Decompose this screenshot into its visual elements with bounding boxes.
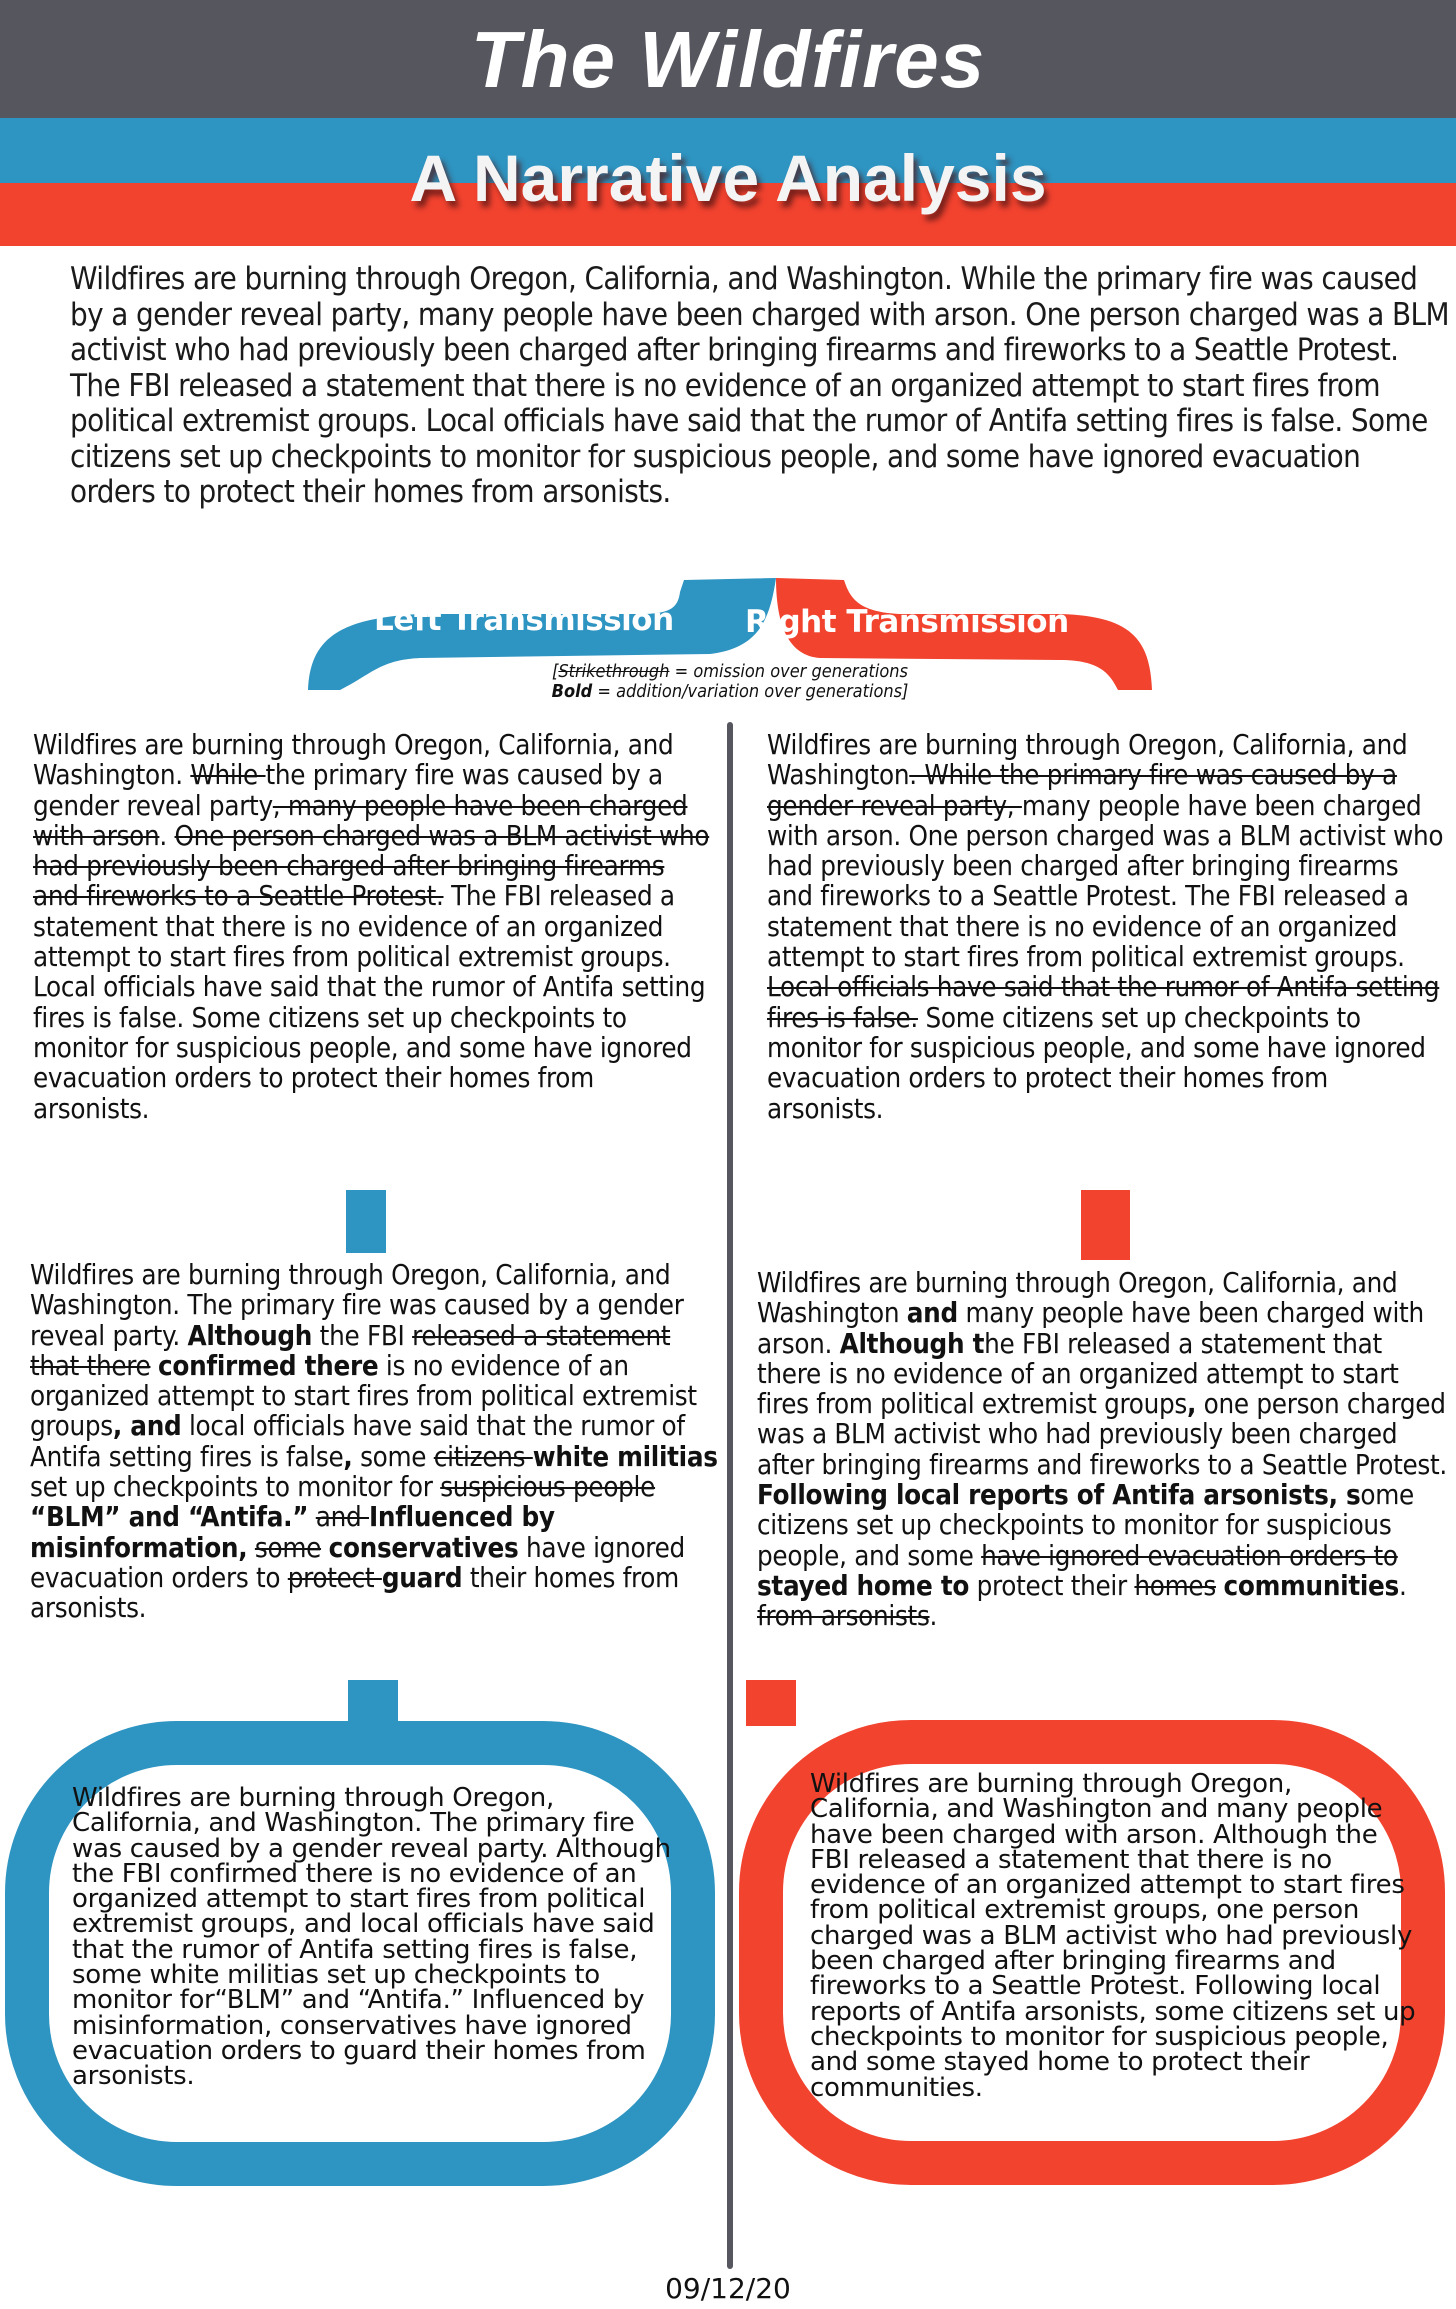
added-text: , — [343, 1440, 353, 1473]
added-text: and — [906, 1297, 958, 1330]
date-stamp: 09/12/20 — [665, 2272, 791, 2305]
retained-text: Wildfires are burning through Oregon, California, and Washington. The primary fire was caused by a gender reveal party. — [30, 1259, 684, 1352]
retained-text — [321, 1532, 329, 1564]
legend-open-bracket: [ — [552, 661, 559, 682]
retained-text: Some citizens set up checkpoints to monitor for suspicious people, and some have ignored evacuation orders to protect their homes from arsonists. — [767, 1001, 1426, 1125]
added-text: “BLM” and “Antifa.” — [30, 1501, 309, 1534]
retained-text: many people have been charged with arson. One person charged was a BLM activist who had previously been charged after bringing firearms and fireworks to a Seattle Protest. The FBI released a statement that there is no evidence of an organized attempt to start fires from political extremist groups. — [767, 789, 1444, 974]
retained-text: the FBI — [312, 1319, 413, 1352]
omitted-text: and — [315, 1501, 369, 1534]
right-transmission-label: Right Transmission — [745, 604, 1069, 640]
legend-line-bold — [430, 682, 1030, 702]
omitted-text: from arsonists — [757, 1600, 930, 1633]
retained-text — [308, 1501, 316, 1533]
omitted-text: protect — [287, 1561, 382, 1594]
left-generation-2 — [30, 1260, 720, 1624]
legend-bold-desc: = addition/variation over generations] — [592, 681, 909, 702]
added-text: Although — [187, 1319, 313, 1352]
left-final-version: Wildfires are burning through Oregon, California, and Washington. The primary fire was caused by a gender reveal party. Although the FBI confirmed there is no evidence of an organized attempt to start fires from political extremist groups, and local officials have said that the rumor of Antifa setting fires is false, some white militias set up checkpoints to monitor for“BLM” and “Antifa.” Influenced by misinformation, conservatives have ignored evacuation orders to guard their homes from arsonists. — [72, 1783, 671, 2092]
retained-text — [247, 1532, 255, 1564]
omitted-text: released a statement that there — [30, 1319, 671, 1382]
retained-text: local officials have said that the rumor of Antifa setting fires is false — [30, 1410, 685, 1473]
added-text: stayed home to — [757, 1569, 970, 1602]
retained-text: Wildfires are burning through Oregon, California, and Washington — [767, 729, 1408, 792]
left-generation-1 — [33, 730, 713, 1124]
omitted-text: Local officials have said that the rumor of Antifa setting fires is false. — [767, 971, 1440, 1034]
added-text: white militias — [532, 1440, 718, 1473]
retained-text: . — [929, 1600, 938, 1633]
added-text: conservatives — [328, 1531, 519, 1564]
retained-text: ome citizens set up checkpoints to monitor for suspicious people, and some — [757, 1479, 1414, 1572]
added-text: Although t — [839, 1327, 985, 1360]
retained-text: The FBI released a statement that there is no evidence of an organized attempt to start fires from political extremist groups. Local officials have said that the rumor of Antifa setting fires is false. Some citizens set up checkpoints to monitor for suspicious people, and some have ignored evacuation orders to protect their homes from arsonists. — [33, 880, 706, 1125]
retained-text: some — [352, 1440, 434, 1473]
added-text: , and — [112, 1410, 182, 1443]
legend-line-strike — [430, 662, 1030, 682]
retained-text — [150, 1350, 158, 1382]
right-generation-2 — [757, 1268, 1447, 1632]
added-text: Influenced by misinformation, — [30, 1501, 555, 1564]
omitted-text: . While the primary fire was caused by a gender reveal party, — [767, 759, 1397, 822]
omitted-text: , many people have been charged with arson — [33, 789, 688, 852]
retained-text — [1216, 1570, 1224, 1602]
retained-text: have ignored evacuation orders to — [30, 1531, 685, 1594]
omitted-text: One person charged was a BLM activist who had previously been charged after bringing firearms and fireworks to a Seattle Protest. — [33, 819, 710, 913]
added-text: , — [1187, 1388, 1197, 1421]
right-final-version: Wildfires are burning through Oregon, California, and Washington and many people have been charged with arson. Although the FBI released a statement that there is no evidence of an organized attempt to start fires from political extremist groups, one person charged was a BLM activist who had previously been charged after bringing firearms and fireworks to a Seattle Protest. Following local reports of Antifa arsonists, some citizens set up checkpoints to monitor for suspicious people, and some stayed home to protect their communities. — [810, 1769, 1416, 2103]
legend-strike-desc: = omission over generations — [669, 661, 908, 682]
retained-text: their homes from arsonists. — [30, 1561, 679, 1625]
source-story: Wildfires are burning through Oregon, California, and Washington. While the primary fire was caused by a gender reveal party, many people have been charged with arson. One person charged was a BLM activist who had previously been charged after bringing firearms and fireworks to a Seattle Protest. The FBI released a statement that there is no evidence of an organized attempt to start fires from political extremist groups. Local officials have said that the rumor of Antifa setting fires is false. Some citizens set up checkpoints to monitor for suspicious people, and some have ignored evacuation orders to protect their homes from arsonists. — [70, 261, 1449, 510]
omitted-text: suspicious people — [440, 1471, 656, 1504]
retained-text: he FBI released a statement that there is no evidence of an organized attempt to start fires from political extremist groups — [757, 1327, 1399, 1421]
retained-text: protect their — [969, 1569, 1135, 1602]
omitted-text: While — [190, 759, 266, 792]
page-title: The Wildfires — [470, 15, 986, 104]
retained-text: is no evidence of an organized attempt to start fires from political extremist groups — [30, 1349, 697, 1443]
omitted-text: have ignored evacuation orders to — [981, 1539, 1398, 1572]
omitted-text: citizens — [433, 1440, 533, 1473]
retained-text: Wildfires are burning through Oregon, California, and Washington. — [33, 729, 674, 792]
added-text: guard — [381, 1561, 463, 1594]
legend-strike-word: Strikethrough — [558, 661, 670, 682]
added-text: confirmed there — [158, 1349, 379, 1382]
retained-text: Wildfires are burning through Oregon, California, and Washington — [757, 1267, 1398, 1330]
retained-text: many people have been charged with arson. — [757, 1297, 1424, 1360]
legend-bold-word: Bold — [551, 681, 593, 702]
left-connector-1 — [346, 1190, 386, 1253]
omitted-text: homes — [1134, 1569, 1216, 1602]
page-subtitle: A Narrative Analysis — [409, 141, 1047, 215]
added-text: Following local reports of Antifa arsonists, s — [757, 1479, 1361, 1512]
right-connector-1 — [1081, 1190, 1130, 1260]
retained-text: . — [159, 819, 175, 852]
retained-text: the primary fire was caused by a gender reveal party — [33, 759, 663, 822]
retained-text: set up checkpoints to monitor for — [30, 1471, 441, 1504]
omitted-text: some — [254, 1531, 322, 1564]
legend — [430, 662, 1030, 702]
right-generation-1 — [767, 730, 1447, 1124]
retained-text: . — [1398, 1569, 1407, 1602]
retained-text: one person charged was a BLM activist who had previously been charged after bringing firearms and fireworks to a Seattle Protest. — [757, 1388, 1447, 1481]
right-connector-2 — [746, 1680, 796, 1726]
added-text: communities — [1223, 1569, 1399, 1602]
left-transmission-label: Left Transmission — [374, 602, 674, 638]
